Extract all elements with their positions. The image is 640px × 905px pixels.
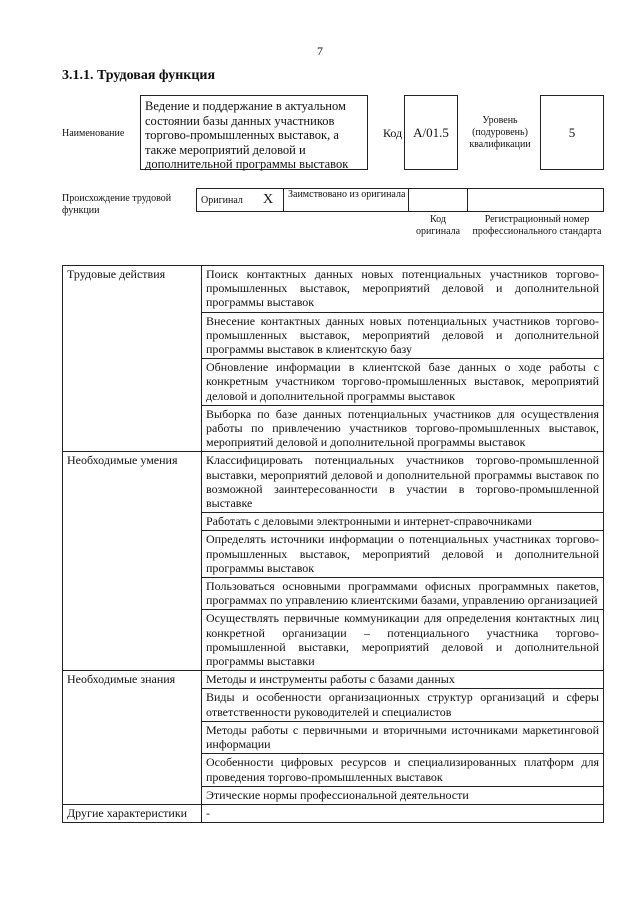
function-table <box>62 265 604 823</box>
page-number: 7 <box>317 44 323 58</box>
table-cell: Внесение контактных данных новых потенциальных участников торгово-промышленных выставок, мероприятий деловой и дополнительной программы выставок в клиентскую базу <box>202 312 604 359</box>
function-name-value: Ведение и поддержание в актуальном состоянии базы данных участников торгово-промышленных выставок, а также мероприятий деловой и дополнительной программы выставок <box>145 99 349 171</box>
origin-label: Происхождение трудовой функции <box>62 193 172 216</box>
function-name-box <box>140 95 368 170</box>
original-label: Оригинал <box>201 195 243 206</box>
table-cell: Работать с деловыми электронными и интернет-справочниками <box>202 513 604 531</box>
table-cell: Осуществлять первичные коммуникации для определения контактных лиц конкретной организации – потенциального участника торгово-промышленной выставки, мероприятий деловой и дополнительной программы выставки <box>202 610 604 671</box>
reg-number-label: Регистрационный номер профессионального стандарта <box>472 214 602 237</box>
code-box <box>404 95 458 170</box>
section-label: Необходимые умения <box>63 452 202 671</box>
section-label: Другие характеристики <box>63 804 202 822</box>
table-row <box>63 804 604 822</box>
name-label: Наименование <box>62 128 125 139</box>
reg-number-cell <box>467 188 604 212</box>
section-label: Трудовые действия <box>63 266 202 452</box>
table-cell: Обновление информации в клиентской базе данных о ходе работы с конкретным участником торгово-промышленных выставок, мероприятий деловой и дополнительной программы выставок <box>202 359 604 406</box>
table-cell: Определять источники информации о потенциальных участниках торгово-промышленных выставок, мероприятий деловой и дополнительной программы выставок <box>202 531 604 578</box>
table-row <box>63 266 604 313</box>
borrowed-cell <box>283 188 409 212</box>
level-value: 5 <box>568 124 576 140</box>
table-cell: Виды и особенности организационных структур организаций и сферы ответственности руководителей и специалистов <box>202 689 604 721</box>
code-label: Код <box>383 126 403 140</box>
original-mark: X <box>263 192 274 207</box>
table-cell: Выборка по базе данных потенциальных участников для осуществления работы по привлечению участников торгово-промышленных выставок, мероприятий деловой и дополнительной программы выставок <box>202 405 604 452</box>
section-title: 3.1.1. Трудовая функция <box>62 68 216 83</box>
table-cell: Особенности цифровых ресурсов и специализированных платформ для проведения торгово-промышленных выставок <box>202 754 604 786</box>
code-value: A/01.5 <box>413 124 449 140</box>
table-cell: Методы работы с первичными и вторичными источниками маркетинговой информации <box>202 721 604 753</box>
table-cell: Методы и инструменты работы с базами данных <box>202 671 604 689</box>
section-label: Необходимые знания <box>63 671 202 805</box>
table-cell: Этические нормы профессиональной деятельности <box>202 786 604 804</box>
table-row <box>63 452 604 513</box>
table-cell: Классифицировать потенциальных участников торгово-промышленной выставки, мероприятий деловой и дополнительной программы выставок по возможной заинтересованности в участии в торгово-промышленной выставке <box>202 452 604 513</box>
code-original-cell <box>408 188 468 212</box>
table-cell: - <box>202 804 604 822</box>
table-row <box>63 671 604 689</box>
table-cell: Поиск контактных данных новых потенциальных участников торгово-промышленных выставок, мероприятий деловой и дополнительной программы выставок <box>202 266 604 313</box>
level-label: Уровень (подуровень) квалификации <box>469 115 531 150</box>
level-box <box>540 95 604 170</box>
original-cell <box>196 188 284 212</box>
code-original-label: Код оригинала <box>415 214 461 237</box>
borrowed-label: Заимствовано из оригинала <box>288 189 406 200</box>
table-cell: Пользоваться основными программами офисных программных пакетов, программах по управлению клиентскими базами, управлению организацией <box>202 578 604 610</box>
